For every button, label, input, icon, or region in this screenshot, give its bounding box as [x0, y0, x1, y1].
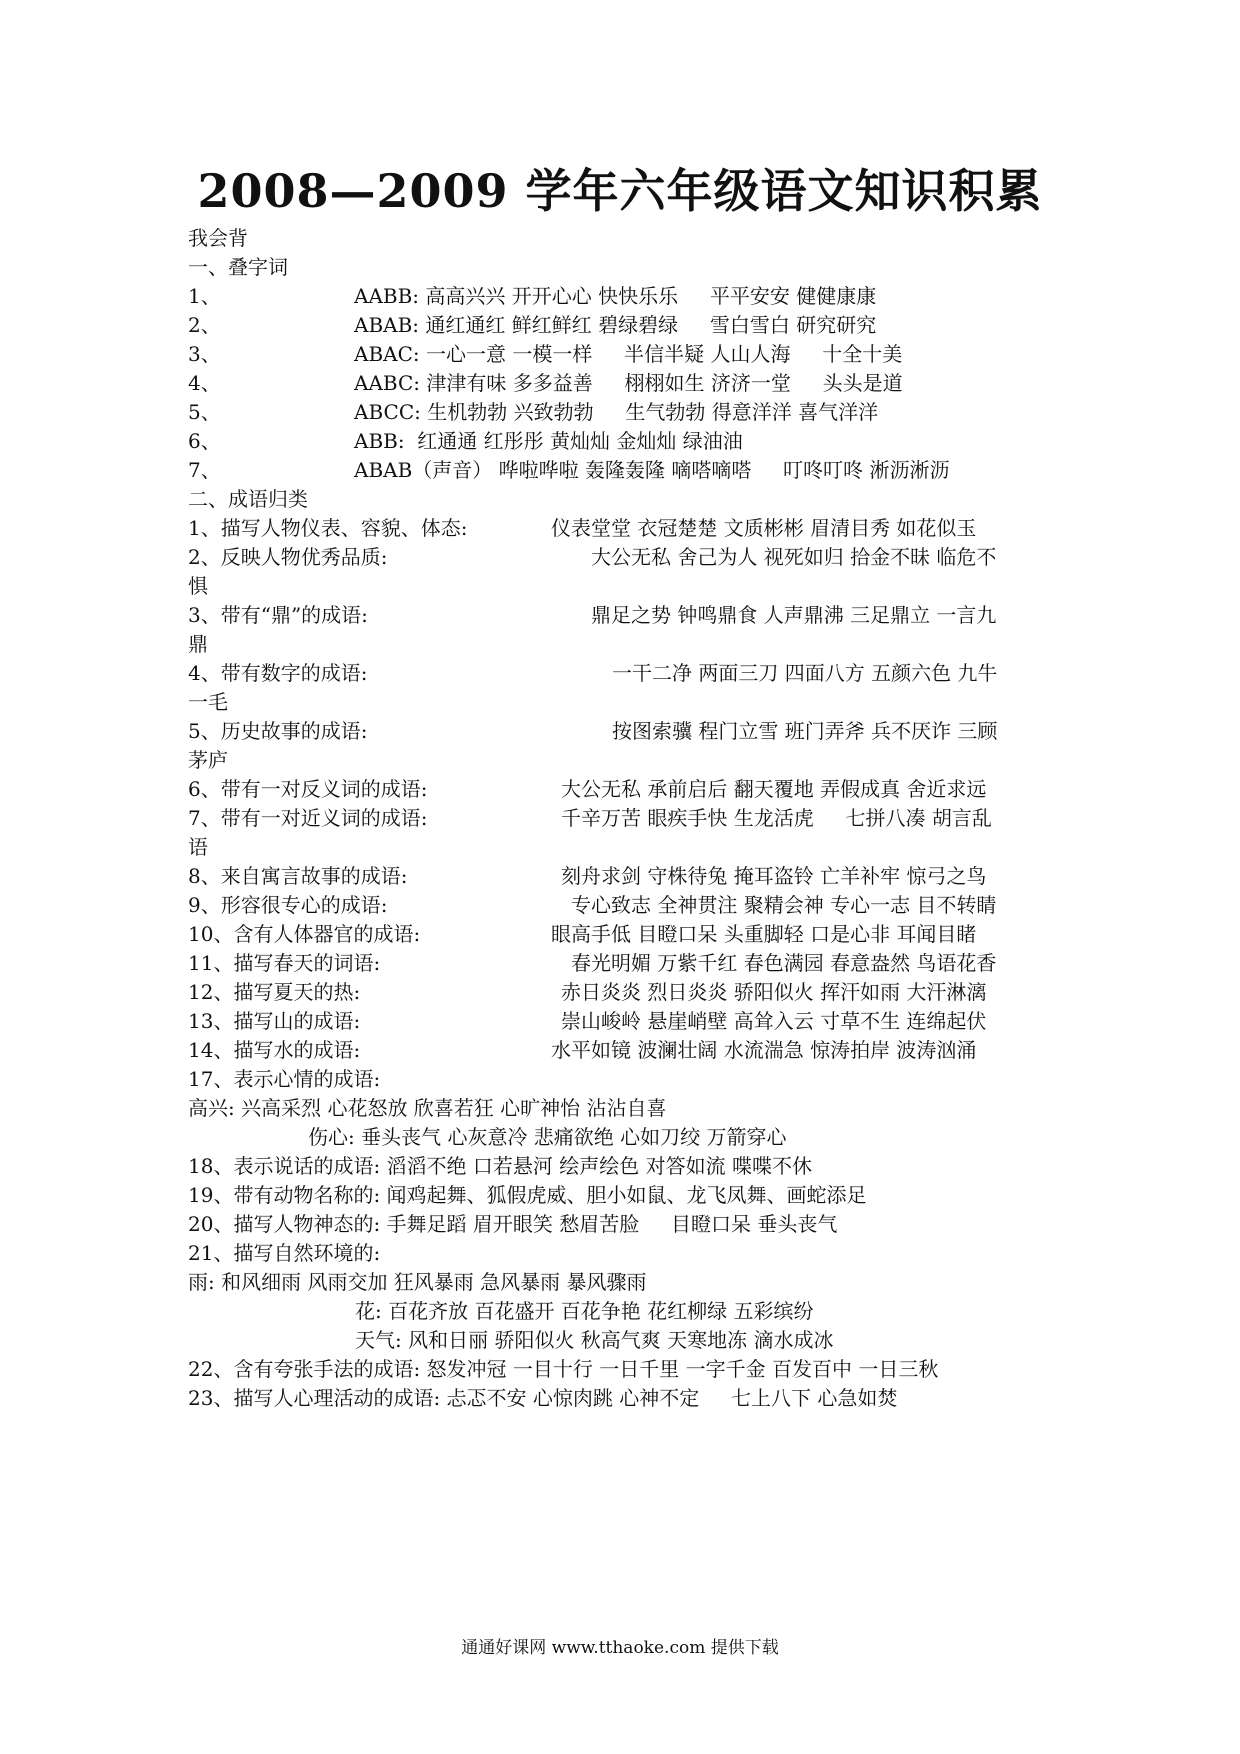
item-label: 5、历史故事的成语:	[188, 719, 368, 743]
item17-label: 17、表示心情的成语:	[188, 1067, 381, 1091]
item-continuation: 一毛	[188, 690, 228, 714]
section1-heading: 一、叠字词	[188, 255, 288, 279]
item-continuation: 鼎	[188, 632, 208, 656]
item-words: 专心致志 全神贯注 聚精会神 专心一志 目不转睛	[571, 893, 997, 917]
item-label: 10、含有人体器官的成语:	[188, 922, 421, 946]
item23: 23、描写人心理活动的成语: 忐忑不安 心惊肉跳 心神不定 七上八下 心急如焚	[188, 1386, 898, 1410]
list-item	[188, 541, 997, 573]
list-item	[188, 657, 998, 689]
item-label: 8、来自寓言故事的成语:	[188, 864, 408, 888]
item-continuation: 茅庐	[188, 748, 228, 772]
item-label: 7、带有一对近义词的成语:	[188, 806, 428, 830]
item-text: AABB: 高高兴兴 开开心心 快快乐乐 平平安安 健健康康	[354, 284, 877, 308]
item-label: 14、描写水的成语:	[188, 1038, 361, 1062]
item21-weather: 天气: 风和日丽 骄阳似火 秋高气爽 天寒地冻 滴水成冰	[355, 1328, 834, 1352]
item-continuation: 语	[188, 835, 208, 859]
list-item	[188, 1005, 987, 1037]
list-item	[188, 947, 997, 979]
item21-label: 21、描写自然环境的:	[188, 1241, 381, 1265]
item-label: 6、带有一对反义词的成语:	[188, 777, 428, 801]
item20: 20、描写人物神态的: 手舞足蹈 眉开眼笑 愁眉苦脸 目瞪口呆 垂头丧气	[188, 1212, 838, 1236]
list-item	[188, 1034, 977, 1066]
list-item	[188, 309, 877, 341]
item-text: ABAB: 通红通红 鲜红鲜红 碧绿碧绿 雪白雪白 研究研究	[354, 313, 877, 337]
item-words: 崇山峻岭 悬崖峭壁 高耸入云 寸草不生 连绵起伏	[561, 1009, 987, 1033]
item-number: 2、	[188, 313, 221, 337]
list-item	[188, 889, 997, 921]
list-item	[188, 773, 987, 805]
list-item	[188, 599, 997, 631]
item-words: 一干二净 两面三刀 四面八方 五颜六色 九牛	[612, 661, 998, 685]
list-item	[188, 918, 977, 950]
page-footer: 通通好课网 www.tthaoke.com 提供下载	[461, 1638, 779, 1658]
item22: 22、含有夸张手法的成语: 怒发冲冠 一目十行 一日千里 一字千金 百发百中 一日三秋	[188, 1357, 939, 1381]
item-number: 4、	[188, 371, 221, 395]
list-item	[188, 512, 977, 544]
item-number: 7、	[188, 458, 221, 482]
item17-happy: 高兴: 兴高采烈 心花怒放 欣喜若狂 心旷神怡 沾沾自喜	[188, 1096, 667, 1120]
list-item	[188, 715, 998, 747]
item-label: 12、描写夏天的热:	[188, 980, 361, 1004]
list-item	[188, 338, 903, 370]
list-item	[188, 860, 987, 892]
item-label: 13、描写山的成语:	[188, 1009, 361, 1033]
item-text: ABAB（声音） 哗啦哗啦 轰隆轰隆 嘀嗒嘀嗒 叮咚叮咚 淅沥淅沥	[354, 458, 950, 482]
item-text: ABCC: 生机勃勃 兴致勃勃 生气勃勃 得意洋洋 喜气洋洋	[354, 400, 879, 424]
item-words: 赤日炎炎 烈日炎炎 骄阳似火 挥汗如雨 大汗淋漓	[561, 980, 987, 1004]
item-text: ABAC: 一心一意 一模一样 半信半疑 人山人海 十全十美	[354, 342, 903, 366]
item-words: 水平如镜 波澜壮阔 水流湍急 惊涛拍岸 波涛汹涌	[551, 1038, 977, 1062]
list-item	[188, 454, 950, 486]
item19: 19、带有动物名称的: 闻鸡起舞、狐假虎威、胆小如鼠、龙飞凤舞、画蛇添足	[188, 1183, 867, 1207]
item21-flower: 花: 百花齐放 百花盛开 百花争艳 花红柳绿 五彩缤纷	[355, 1299, 814, 1323]
list-item	[188, 802, 992, 834]
item-label: 1、描写人物仪表、容貌、体态:	[188, 516, 468, 540]
item-words: 眼高手低 目瞪口呆 头重脚轻 口是心非 耳闻目睹	[551, 922, 977, 946]
list-item	[188, 396, 879, 428]
item-number: 1、	[188, 284, 221, 308]
intro-text: 我会背	[188, 226, 248, 250]
item-words: 大公无私 承前启后 翻天覆地 弄假成真 舍近求远	[561, 777, 987, 801]
item17-sad: 伤心: 垂头丧气 心灰意冷 悲痛欲绝 心如刀绞 万箭穿心	[308, 1125, 787, 1149]
list-item	[188, 976, 987, 1008]
item-label: 4、带有数字的成语:	[188, 661, 368, 685]
item-text: ABB: 红通通 红彤彤 黄灿灿 金灿灿 绿油油	[354, 429, 743, 453]
item-number: 6、	[188, 429, 221, 453]
item-words: 千辛万苦 眼疾手快 生龙活虎 七拼八凑 胡言乱	[561, 806, 992, 830]
item-words: 鼎足之势 钟鸣鼎食 人声鼎沸 三足鼎立 一言九	[591, 603, 997, 627]
item18: 18、表示说话的成语: 滔滔不绝 口若悬河 绘声绘色 对答如流 喋喋不休	[188, 1154, 812, 1178]
list-item	[188, 367, 903, 399]
item-words: 按图索骥 程门立雪 班门弄斧 兵不厌诈 三顾	[612, 719, 998, 743]
item-label: 2、反映人物优秀品质:	[188, 545, 388, 569]
list-item	[188, 280, 877, 312]
item-label: 3、带有“鼎”的成语:	[188, 603, 368, 627]
item-label: 9、形容很专心的成语:	[188, 893, 388, 917]
item-continuation: 惧	[188, 574, 208, 598]
item-number: 3、	[188, 342, 221, 366]
item-text: AABC: 津津有味 多多益善 栩栩如生 济济一堂 头头是道	[354, 371, 903, 395]
item-words: 春光明媚 万紫千红 春色满园 春意盎然 鸟语花香	[571, 951, 997, 975]
item-words: 仪表堂堂 衣冠楚楚 文质彬彬 眉清目秀 如花似玉	[551, 516, 977, 540]
item-label: 11、描写春天的词语:	[188, 951, 381, 975]
item-words: 大公无私 舍己为人 视死如归 拾金不昧 临危不	[591, 545, 997, 569]
list-item	[188, 425, 743, 457]
page-title: 2008—2009 学年六年级语文知识积累	[197, 164, 1043, 218]
section2-heading: 二、成语归类	[188, 487, 308, 511]
item-number: 5、	[188, 400, 221, 424]
item21-rain: 雨: 和风细雨 风雨交加 狂风暴雨 急风暴雨 暴风骤雨	[188, 1270, 647, 1294]
item-words: 刻舟求剑 守株待兔 掩耳盗铃 亡羊补牢 惊弓之鸟	[561, 864, 987, 888]
